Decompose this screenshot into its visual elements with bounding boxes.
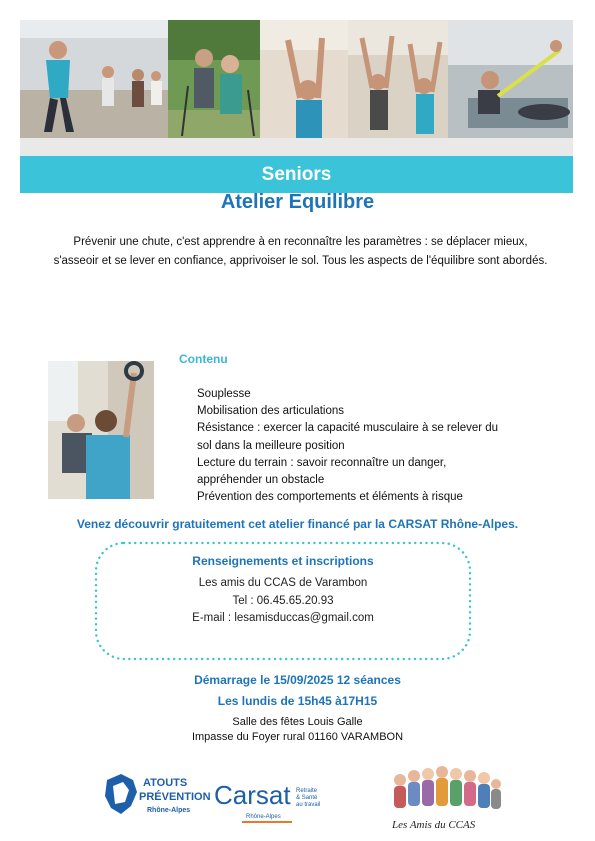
info-title: Renseignements et inscriptions	[192, 554, 374, 568]
page-title: Atelier Equilibre	[220, 191, 375, 213]
intro-text	[28, 233, 573, 271]
carsat-tag-2: & Santé	[296, 795, 318, 801]
list-item: Résistance : exercer la capacité musculaire à se relever du	[197, 422, 499, 435]
contenu-list	[197, 386, 537, 506]
info-organisation: Les amis du CCAS de Varambon	[198, 577, 368, 589]
photo-gym-class	[20, 20, 168, 138]
list-item: Lecture du terrain : savoir reconnaître un danger,	[197, 456, 447, 469]
atouts-prevention-logo	[103, 770, 211, 818]
session-days: Les lundis de 15h45 à17H15	[217, 694, 378, 708]
atouts-line-3: Rhône-Alpes	[147, 807, 191, 814]
intro-line-2: s'asseoir et se lever en confiance, apprivoiser le sol. Tous les aspects de l'équilibre sont abordés.	[53, 255, 548, 267]
carsat-logo	[214, 778, 329, 824]
call-to-action: Venez découvrir gratuitement cet atelier financé par la CARSAT Rhône-Alpes.	[76, 517, 519, 531]
venue-address: Impasse du Foyer rural 01160 VARAMBON	[191, 731, 404, 743]
elderly-group-illustration	[394, 766, 501, 809]
photo-stretching	[260, 20, 348, 138]
list-item: appréhender un obstacle	[197, 474, 325, 487]
list-item: Mobilisation des articulations	[197, 405, 345, 418]
info-box	[94, 541, 472, 661]
header-banner	[20, 20, 573, 185]
carsat-tag-3: au travail	[296, 802, 321, 808]
photo-floor-exercise	[448, 20, 573, 138]
photo-strip	[20, 20, 573, 138]
info-email[interactable]: E-mail : lesamisduccas@gmail.com	[192, 612, 374, 624]
carsat-name: Carsat	[214, 780, 291, 810]
photo-arms-up	[348, 20, 448, 138]
carsat-region: Rhône-Alpes	[246, 814, 281, 820]
banner-title: Seniors	[20, 156, 573, 193]
atouts-line-1: ATOUTS	[143, 777, 188, 789]
list-item: sol dans la meilleure position	[197, 439, 345, 452]
atouts-line-2: PRÉVENTION	[139, 791, 211, 803]
amis-caption: Les Amis du CCAS	[392, 819, 476, 831]
photo-walkers	[168, 20, 260, 138]
start-date: Démarrage le 15/09/2025 12 séances	[194, 673, 401, 687]
carsat-tag-1: Retraite	[296, 788, 318, 794]
intro-line-1: Prévenir une chute, c'est apprendre à en reconnaître les paramètres : se déplacer mieux,	[73, 236, 528, 248]
info-phone[interactable]: Tel : 06.45.65.20.93	[232, 595, 334, 607]
amis-ccas-logo	[386, 762, 506, 834]
photo-strength-training	[48, 361, 154, 499]
list-item: Souplesse	[197, 388, 251, 400]
list-item: Prévention des comportements et éléments à risque	[197, 491, 463, 504]
venue-name: Salle des fêtes Louis Galle	[232, 716, 363, 728]
contenu-heading: Contenu	[179, 352, 228, 366]
